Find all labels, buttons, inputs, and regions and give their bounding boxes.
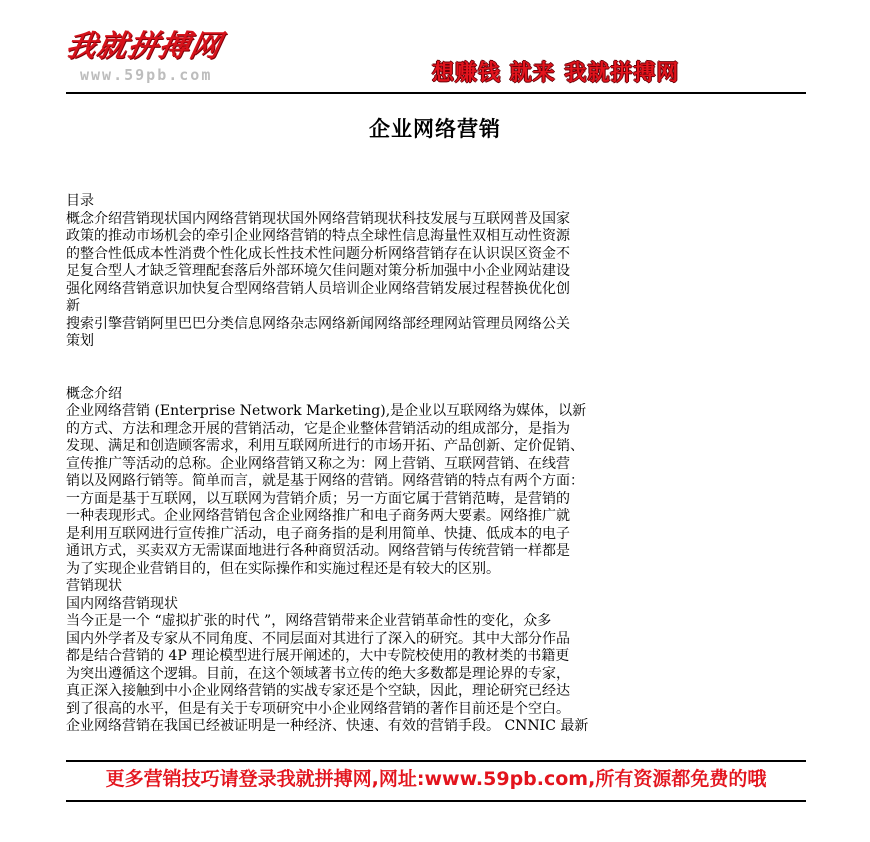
paragraph-line: 为了实现企业营销目的，但在实际操作和实施过程还是有较大的区别。 [66,560,500,577]
toc-line: 概念介绍营销现状国内网络营销现状国外网络营销现状科技发展与互联网普及国家 [66,210,570,227]
toc-line: 新 [66,298,80,314]
paragraph-line: 企业网络营销 (Enterprise Network Marketing),是企业以互联网络为媒体，以新 [66,403,587,419]
toc-line: 策划 [66,333,94,349]
paragraph-line: 一方面是基于互联网，以互联网为营销介质；另一方面它属于营销范畴，是营销的 [66,490,570,507]
footer-promo-link[interactable]: 更多营销技巧请登录我就拼搏网,网址:www.59pb.com,所有资源都免费的哦 [105,768,767,790]
header-divider [66,92,806,94]
paragraph-line: 发现、满足和创造顾客需求，利用互联网所进行的市场开拓、产品创新、定价促销、 [66,438,584,454]
toc-line: 搜索引擎营销阿里巴巴分类信息网络杂志网络新闻网络部经理网站管理员网络公关 [66,315,570,332]
section-spacer [66,351,806,386]
toc-heading: 目录 [66,193,94,209]
paragraph-line: 一种表现形式。企业网络营销包含企业网络推广和电子商务两大要素。网络推广就 [66,508,570,524]
paragraph-line: 都是结合营销的 4P 理论模型进行展开阐述的，大中专院校使用的教材类的书籍更 [66,648,570,664]
toc-line: 的整合性低成本性消费个性化成长性技术性问题分析网络营销存在认识误区资金不 [66,245,570,262]
paragraph-line: 国内外学者及专家从不同角度、不同层面对其进行了深入的研究。其中大部分作品 [66,630,570,647]
paragraph-line: 真正深入接触到中小企业网络营销的实战专家还是个空缺，因此，理论研究已经达 [66,683,570,699]
page-title: 企业网络营销 [369,117,501,141]
paragraph-line: 当今正是一个 “虚拟扩张的时代 ”，网络营销带来企业营销革命性的变化，众多 [66,613,552,629]
subsection-heading: 国内网络营销现状 [66,595,178,612]
toc-line: 政策的推动市场机会的牵引企业网络营销的特点全球性信息海量性双相互动性资源 [66,228,570,244]
paragraph-line: 是利用互联网进行宣传推广活动，电子商务指的是利用简单、快捷、低成本的电子 [66,525,570,542]
paragraph-line: 销以及网路行销等。简单而言，就是基于网络的营销。网络营销的特点有两个方面： [66,473,584,489]
paragraph-line: 宣传推广等活动的总称。企业网络营销又称之为：网上营销、互联网营销、在线营 [66,455,570,472]
paragraph-line: 为突出遵循这个逻辑。目前，在这个领域著书立传的绝大多数都是理论界的专家， [66,665,570,682]
footer-divider-bottom [66,800,806,802]
footer-divider-top [66,760,806,762]
document-body [66,193,806,736]
toc-line: 强化网络营销意识加快复合型网络营销人员培训企业网络营销发展过程替换优化创 [66,280,570,297]
paragraph-line: 企业网络营销在我国已经被证明是一种经济、快速、有效的营销手段。 CNNIC 最新 [66,718,589,734]
logo-wordmark: 我就拼搏网 [62,29,225,64]
site-logo[interactable] [62,29,306,86]
paragraph-line: 通讯方式，买卖双方无需谋面地进行各种商贸活动。网络营销与传统营销一样都是 [66,543,570,559]
paragraph-line: 的方式、方法和理念开展的营销活动，它是企业整体营销活动的组成部分，是指为 [66,420,570,437]
paragraph-line: 到了很高的水平，但是有关于专项研究中小企业网络营销的著作目前还是个空白。 [66,700,570,717]
section-heading: 概念介绍 [66,385,122,402]
toc-line: 足复合型人才缺乏管理配套落后外部环境欠佳问题对策分析加强中小企业网站建设 [66,263,570,279]
section-heading: 营销现状 [66,578,122,594]
header-slogan: 想赚钱 就来 我就拼搏网 [432,61,680,86]
logo-url: www.59pb.com [80,66,213,84]
